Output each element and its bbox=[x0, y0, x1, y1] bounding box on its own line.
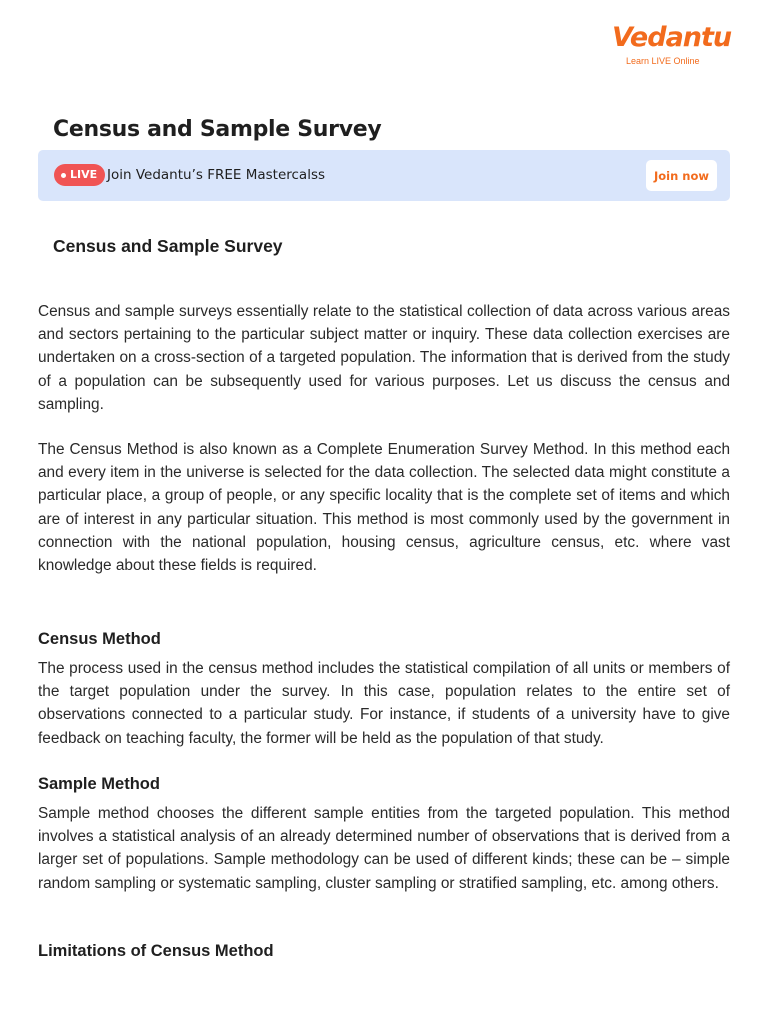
sample-method-heading: Sample Method bbox=[38, 775, 160, 793]
sample-method-paragraph: Sample method chooses the different sample entities from the targeted population. This method involves a statistical analysis of an already determined number of observations that is derived from a larger set of populations. Sample methodology can be used of different kinds; these can be – simple random sampling or systematic sampling, cluster sampling or stratified sampling, etc. among others. bbox=[38, 805, 730, 892]
page-title: Census and Sample Survey bbox=[53, 117, 382, 142]
live-dot-icon bbox=[61, 173, 66, 178]
article-subtitle: Census and Sample Survey bbox=[53, 236, 283, 256]
live-badge-label: LIVE bbox=[70, 168, 98, 181]
logo-wordmark: Vedantu bbox=[612, 22, 732, 53]
live-badge bbox=[54, 164, 105, 186]
join-now-button[interactable]: Join now bbox=[646, 160, 717, 191]
masterclass-banner bbox=[38, 150, 730, 201]
vedantu-logo[interactable] bbox=[612, 22, 732, 72]
census-intro-paragraph: The Census Method is also known as a Complete Enumeration Survey Method. In this method each and every item in the universe is selected for the data collection. The selected data might constitute a particular place, a group of people, or any specific locality that is the complete set of items and which are of interest in any particular situation. This method is most commonly used by the government in connection with the national population, housing census, agriculture census, etc. where vast knowledge about these fields is required. bbox=[38, 441, 730, 575]
banner-text: Join Vedantu’s FREE Mastercalss bbox=[107, 167, 326, 183]
census-method-heading: Census Method bbox=[38, 630, 161, 648]
logo-tagline: Learn LIVE Online bbox=[626, 56, 700, 66]
limitations-heading: Limitations of Census Method bbox=[38, 942, 274, 960]
intro-paragraph: Census and sample surveys essentially relate to the statistical collection of data across various areas and sectors pertaining to the particular subject matter or inquiry. These data collection exercises are undertaken on a cross-section of a targeted population. The information that is derived from the study of a population can be subsequently used for various purposes. Let us discuss the census and sampling. bbox=[38, 303, 730, 413]
census-method-paragraph: The process used in the census method includes the statistical compilation of all units or members of the target population under the survey. In this case, population relates to the entire set of observations connected to a particular study. For instance, if students of a university have to give feedback on teaching faculty, the former will be held as the population of that study. bbox=[38, 660, 730, 747]
